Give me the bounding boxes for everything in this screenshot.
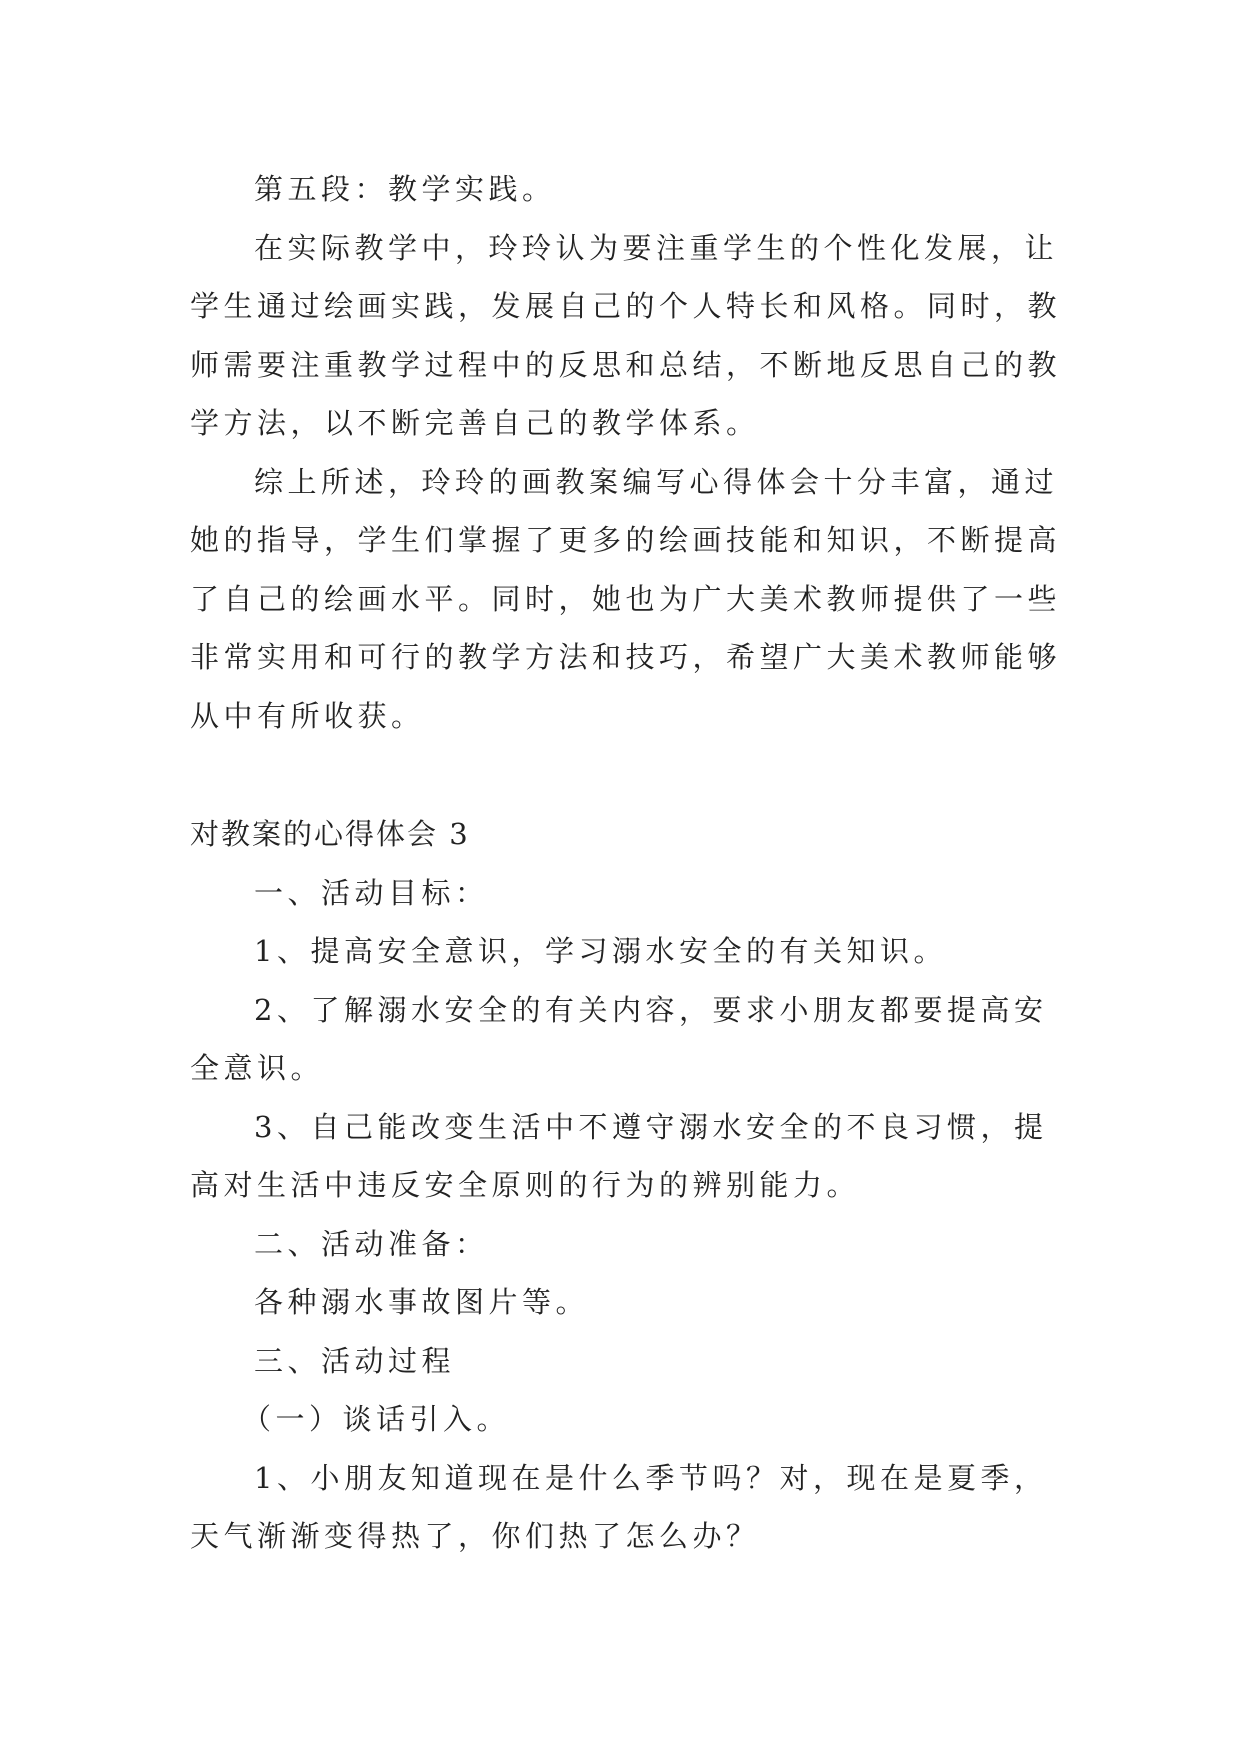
paragraph-line: 综上所述，玲玲的画教案编写心得体会十分丰富，通过 bbox=[254, 464, 1059, 499]
paragraph-line: 了自己的绘画水平。同时，她也为广大美术教师提供了一些 bbox=[190, 581, 1062, 616]
subsection-title: 三、活动过程 bbox=[254, 1343, 456, 1378]
paragraph-line: 在实际教学中，玲玲认为要注重学生的个性化发展，让 bbox=[254, 230, 1059, 265]
section-title: 第五段：教学实践。 bbox=[254, 172, 556, 206]
paragraph-line: 她的指导，学生们掌握了更多的绘画技能和知识，不断提高 bbox=[190, 523, 1062, 557]
list-item-continuation: 高对生活中违反安全原则的行为的辨别能力。 bbox=[190, 1168, 861, 1202]
paragraph-line: 学生通过绘画实践，发展自己的个人特长和风格。同时，教 bbox=[190, 289, 1062, 323]
paragraph-line: 从中有所收获。 bbox=[190, 698, 425, 733]
paragraph-line: 1、小朋友知道现在是什么季节吗？对，现在是夏季， bbox=[254, 1460, 1048, 1495]
list-item-continuation: 全意识。 bbox=[190, 1051, 325, 1085]
paragraph-line: 师需要注重教学过程中的反思和总结，不断地反思自己的教 bbox=[190, 347, 1062, 382]
paragraph-line: 天气渐渐变得热了，你们热了怎么办？ bbox=[190, 1519, 760, 1553]
subsection-title: 二、活动准备： bbox=[254, 1226, 489, 1261]
document-page bbox=[190, 160, 1062, 1566]
paragraph-line: 非常实用和可行的教学方法和技巧，希望广大美术教师能够 bbox=[190, 640, 1062, 674]
list-item: 3、自己能改变生活中不遵守溺水安全的不良习惯，提 bbox=[254, 1109, 1048, 1144]
section-gap bbox=[190, 745, 1052, 805]
paragraph-line: 学方法，以不断完善自己的教学体系。 bbox=[190, 406, 760, 440]
subsection-title: （一）谈话引入。 bbox=[242, 1402, 511, 1436]
subsection-title: 一、活动目标： bbox=[254, 875, 489, 910]
list-item: 2、了解溺水安全的有关内容，要求小朋友都要提高安 bbox=[254, 992, 1048, 1027]
document-heading: 对教案的心得体会 3 bbox=[190, 817, 470, 851]
list-item: 1、提高安全意识，学习溺水安全的有关知识。 bbox=[254, 934, 947, 968]
paragraph-line: 各种溺水事故图片等。 bbox=[254, 1285, 590, 1319]
